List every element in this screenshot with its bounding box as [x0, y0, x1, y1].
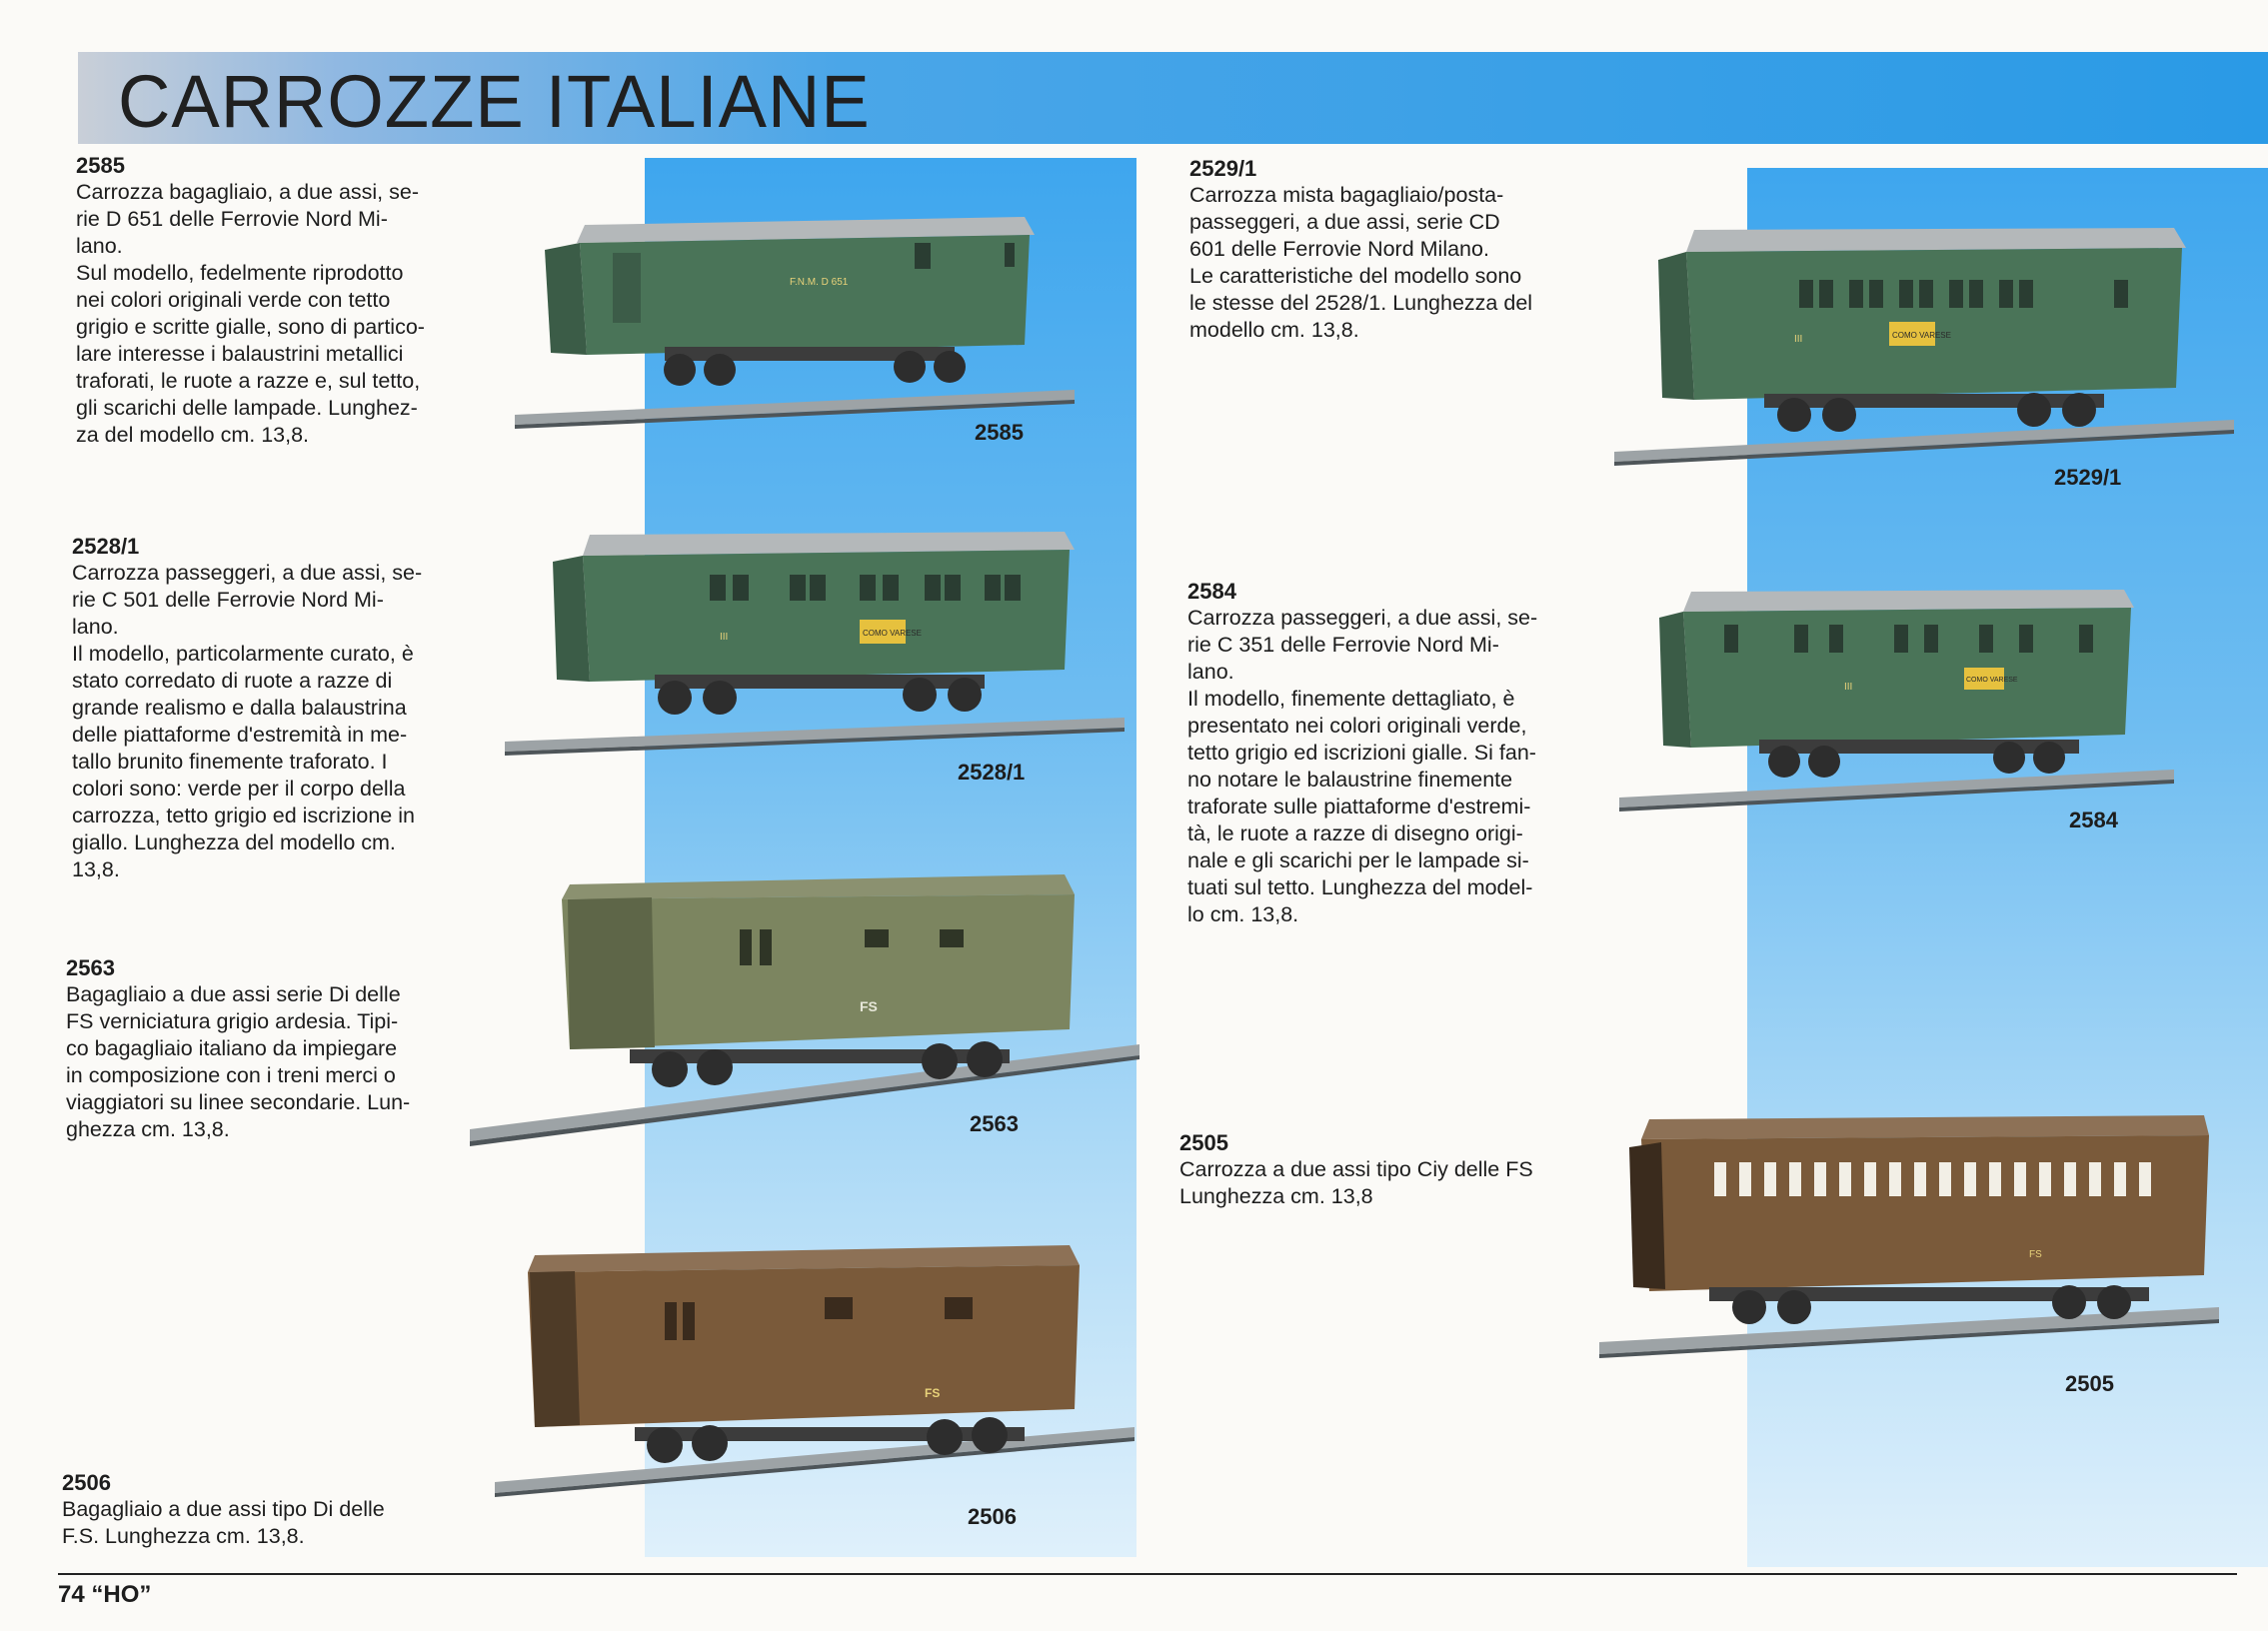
wagon-2585-marking: F.N.M. D 651: [790, 277, 849, 288]
logo-2563: FS: [860, 998, 878, 1014]
class-2529-1: III: [1794, 334, 1803, 345]
class-2528-1: III: [720, 632, 729, 643]
entry-code: 2528/1: [72, 534, 140, 559]
caption-2585: 2585: [975, 420, 1024, 445]
footer-rule: [58, 1573, 2237, 1575]
caption-2584: 2584: [2069, 808, 2118, 832]
entry-code: 2506: [62, 1470, 111, 1495]
entry-code: 2585: [76, 153, 125, 178]
entry-description: Bagagliaio a due assi serie Di delle FS verniciatura grigio ardesia. Tipi- co bagagliaio italiano da impiegare in composizione con i treni merci o viaggiatori su linee secondarie. Lun- ghezza cm. 13,8.: [66, 982, 411, 1141]
entry-2505: [1179, 1129, 1599, 1210]
class-2584: III: [1844, 682, 1853, 693]
entry-2529-1: [1189, 155, 1589, 344]
caption-2506: 2506: [968, 1504, 1017, 1529]
wagon-2506-illustration: [495, 1237, 1134, 1507]
caption-2505: 2505: [2065, 1371, 2114, 1396]
entry-2506: [62, 1469, 472, 1550]
entry-description: Carrozza bagagliaio, a due assi, se- rie D 651 delle Ferrovie Nord Mi- lano. Sul modello, fedelmente riprodotto nei colori originali verde con tetto grigio e scritte gialle, sono di partico- lare interesse i balaustrini metallici traforati, le ruote a razze e, sul tetto, gli scarichi delle lampade. Lunghez- za del modello cm. 13,8.: [76, 180, 425, 447]
page-title: CARROZZE ITALIANE: [118, 60, 871, 143]
entry-description: Carrozza a due assi tipo Ciy delle FS Lunghezza cm. 13,8: [1179, 1157, 1533, 1208]
entry-code: 2529/1: [1189, 156, 1257, 181]
caption-2529-1: 2529/1: [2054, 465, 2122, 490]
entry-code: 2584: [1187, 579, 1236, 604]
entry-description: Carrozza mista bagagliaio/posta- passeggeri, a due assi, serie CD 601 delle Ferrovie Nord Milano. Le caratteristiche del modello sono le stesse del 2528/1. Lunghezza del modello cm. 13,8.: [1189, 183, 1533, 342]
entry-description: Bagagliaio a due assi tipo Di delle F.S. Lunghezza cm. 13,8.: [62, 1497, 385, 1548]
entry-code: 2563: [66, 955, 115, 980]
plate-2584: COMO VARESE: [1966, 677, 2018, 684]
plate-2528-1: COMO VARESE: [863, 629, 922, 638]
marking-2505: FS: [2029, 1249, 2042, 1260]
page-number: 74 “HO”: [58, 1581, 152, 1608]
logo-2506: FS: [925, 1386, 941, 1400]
entry-2584: [1187, 578, 1587, 928]
wagon-2584-illustration: [1619, 580, 2179, 815]
entry-description: Carrozza passeggeri, a due assi, se- rie C 501 delle Ferrovie Nord Mi- lano. Il modello, particolarmente curato, è stato corredato di ruote a razze di grande realismo e dalla balaustrina delle piattaforme d'estremità in me- tallo brunito finemente traforato. I colori sono: verde per il corpo della carrozza, tetto grigio ed iscrizione in giallo. Lunghezza del modello cm. 13,8.: [72, 561, 423, 881]
wagon-2585-body: [545, 217, 1035, 386]
entry-description: Carrozza passeggeri, a due assi, se- rie C 351 delle Ferrovie Nord Mi- lano. Il modello, finemente dettagliato, è presentato nei colori originali verde, tetto grigio ed iscrizioni gialle. Si fan- no notare le balaustrine finemente traforate sulle piattaforme d'estremi- tà, le ruote a razze di disegno origi- nale e gli scarichi per le lampade si- tuati sul tetto. Lunghezza del model- lo cm. 13,8.: [1187, 606, 1538, 926]
wagon-2563-illustration: [470, 869, 1139, 1149]
entry-2585: [76, 152, 476, 449]
entry-2563: [66, 954, 476, 1143]
caption-2563: 2563: [970, 1111, 1019, 1136]
wagon-2529-1-illustration: [1614, 220, 2239, 470]
wagon-2528-1-illustration: [505, 520, 1130, 755]
wagon-2585-illustration: [515, 195, 1075, 430]
wagon-2505-illustration: [1599, 1107, 2224, 1372]
caption-2528-1: 2528/1: [958, 760, 1026, 785]
entry-code: 2505: [1179, 1130, 1228, 1155]
entry-2528-1: [72, 533, 472, 883]
plate-2529-1: COMO VARESE: [1892, 331, 1951, 340]
